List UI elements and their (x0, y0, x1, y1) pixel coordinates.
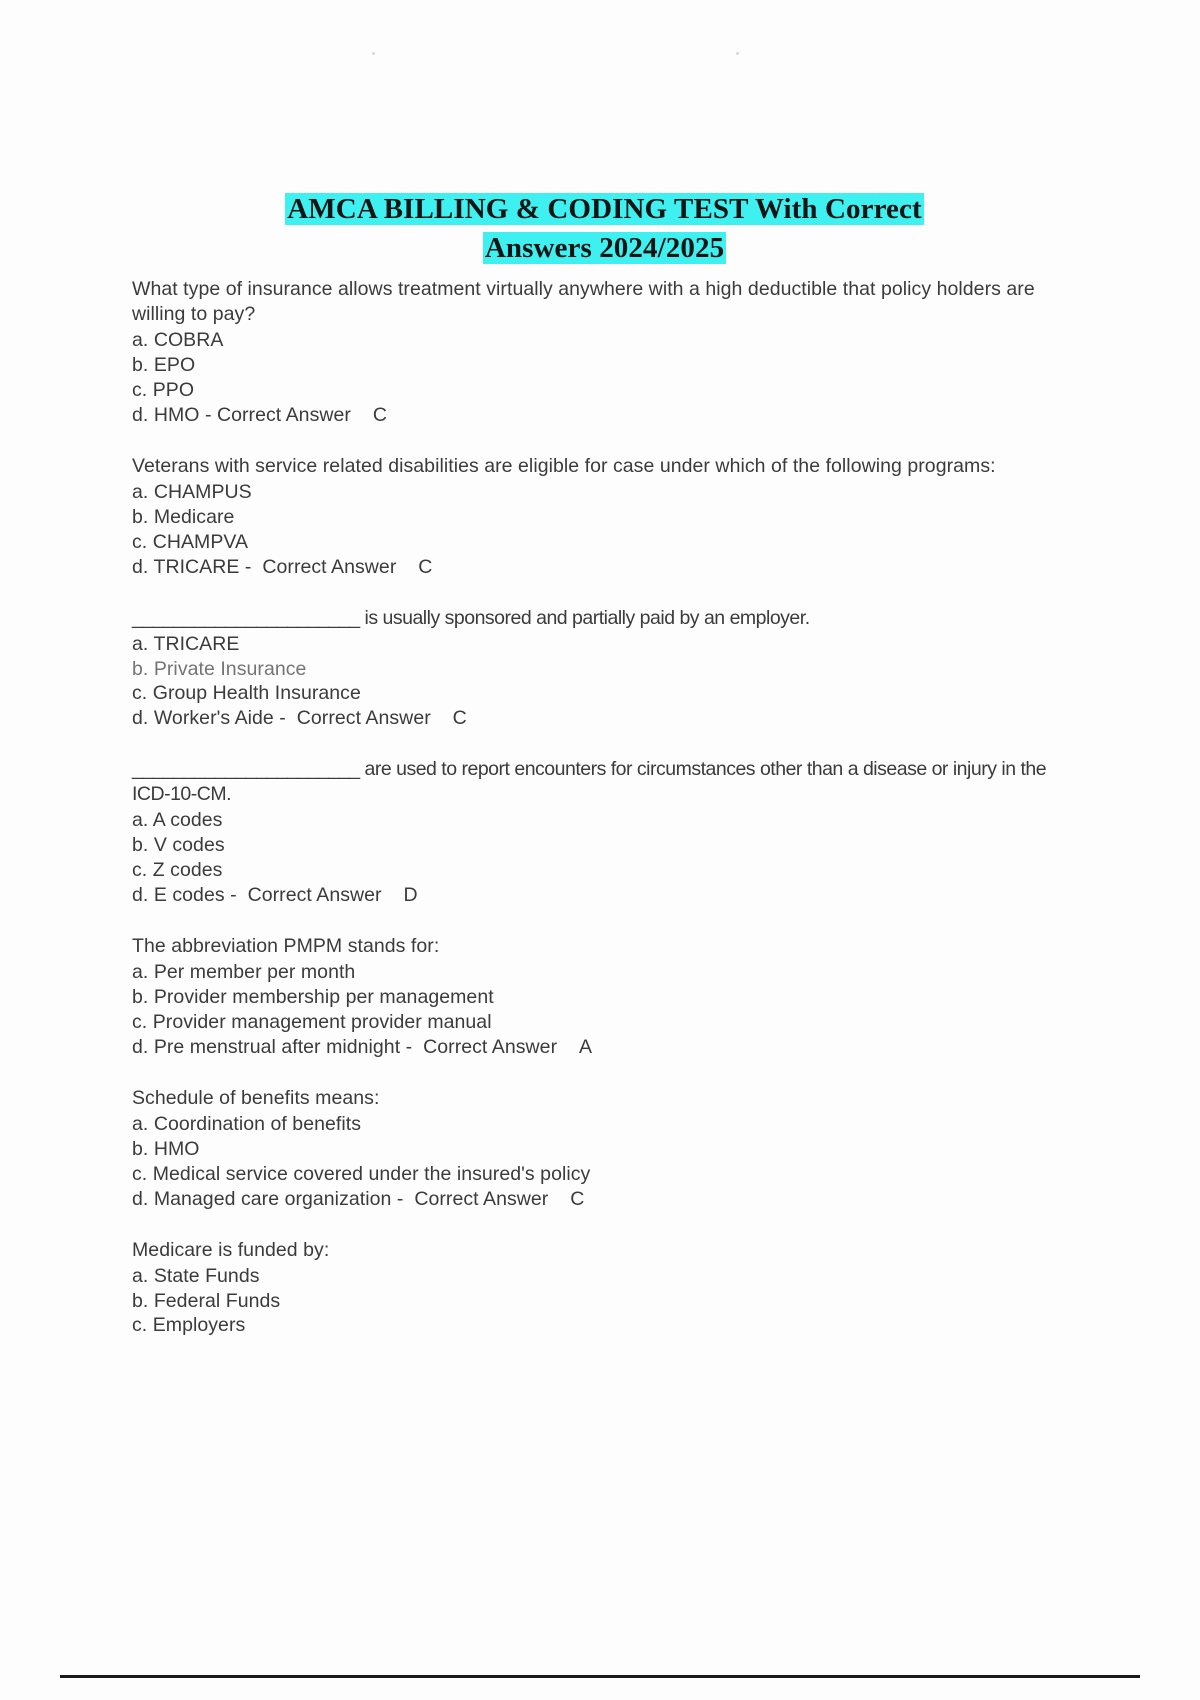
question-option: a. Coordination of benefits (132, 1112, 361, 1135)
question-option: a. Per member per month (132, 961, 356, 984)
question-option: b. Federal Funds (132, 1289, 281, 1312)
correct-answer-value: D (403, 884, 418, 907)
question-prompt: What type of insurance allows treatment virtually anywhere with a high deductible that policy holders are willing to pay? (132, 278, 1035, 326)
page-title-line-1: AMCA BILLING & CODING TEST With Correct (287, 193, 922, 225)
question-option: c. CHAMPVA (132, 530, 249, 553)
question-answer-line (132, 706, 1077, 731)
question-option: d. HMO - (132, 403, 217, 426)
question-option: d. TRICARE - (132, 555, 257, 578)
question-prompt: ______________________ is usually sponsored and partially paid by an employer. (132, 606, 810, 629)
question-block (132, 1086, 1077, 1212)
question-block (132, 454, 1077, 580)
question-option: a. A codes (132, 809, 223, 832)
scan-artifact-dot (736, 52, 739, 55)
document-body (132, 190, 1077, 1364)
question-option: c. Z codes (132, 859, 223, 882)
question-option: d. Managed care organization - (132, 1187, 409, 1210)
correct-answer-value: C (570, 1187, 585, 1210)
correct-answer-value: A (579, 1035, 593, 1058)
question-option: b. HMO (132, 1137, 200, 1160)
correct-answer-value: C (372, 403, 387, 426)
scan-artifact-dot (372, 52, 375, 55)
question-option: c. Provider management provider manual (132, 1010, 492, 1033)
correct-answer-label: Correct Answer (414, 1187, 549, 1210)
correct-answer-label: Correct Answer (423, 1035, 558, 1058)
question-answer-line (132, 555, 1077, 580)
question-option: b. V codes (132, 834, 225, 857)
correct-answer-value: C (452, 707, 467, 730)
question-option: d. Pre menstrual after midnight - (132, 1035, 418, 1058)
question-option: b. Private Insurance (132, 657, 307, 680)
question-answer-line (132, 1035, 1077, 1060)
question-option: a. CHAMPUS (132, 480, 252, 503)
question-option: c. PPO (132, 378, 195, 401)
question-block (132, 1238, 1077, 1339)
question-option: c. Medical service covered under the insured's policy (132, 1162, 591, 1185)
question-option: a. State Funds (132, 1264, 260, 1287)
question-option: a. COBRA (132, 329, 224, 352)
question-prompt: The abbreviation PMPM stands for: (132, 935, 440, 958)
correct-answer-label: Correct Answer (216, 403, 351, 426)
page-title (132, 190, 1077, 267)
question-block (132, 934, 1077, 1060)
question-option: d. E codes - (132, 884, 243, 907)
question-block (132, 606, 1077, 732)
question-prompt: ______________________ are used to report encounters for circumstances other than a disease or injury in the ICD-10-CM. (132, 758, 1047, 806)
correct-answer-label: Correct Answer (262, 555, 397, 578)
question-answer-line (132, 1187, 1077, 1212)
question-prompt: Medicare is funded by: (132, 1238, 330, 1261)
correct-answer-label: Correct Answer (296, 707, 431, 730)
question-answer-line (132, 883, 1077, 908)
question-option: b. Provider membership per management (132, 986, 494, 1008)
question-option: c. Group Health Insurance (132, 682, 361, 705)
question-option: c. Employers (132, 1314, 246, 1337)
question-option: b. Medicare (132, 505, 235, 528)
footer-divider (60, 1675, 1140, 1678)
question-block (132, 277, 1077, 428)
question-block (132, 757, 1077, 908)
page-title-line-2: Answers 2024/2025 (484, 231, 725, 264)
question-option: a. TRICARE (132, 632, 240, 655)
question-answer-line (132, 403, 1077, 428)
question-option: b. EPO (132, 353, 196, 376)
question-prompt: Veterans with service related disabilities are eligible for case under which of the following programs: (132, 454, 996, 477)
correct-answer-value: C (418, 555, 433, 578)
question-option: d. Worker's Aide - (132, 707, 292, 730)
question-prompt: Schedule of benefits means: (132, 1086, 380, 1109)
correct-answer-label: Correct Answer (247, 884, 382, 907)
